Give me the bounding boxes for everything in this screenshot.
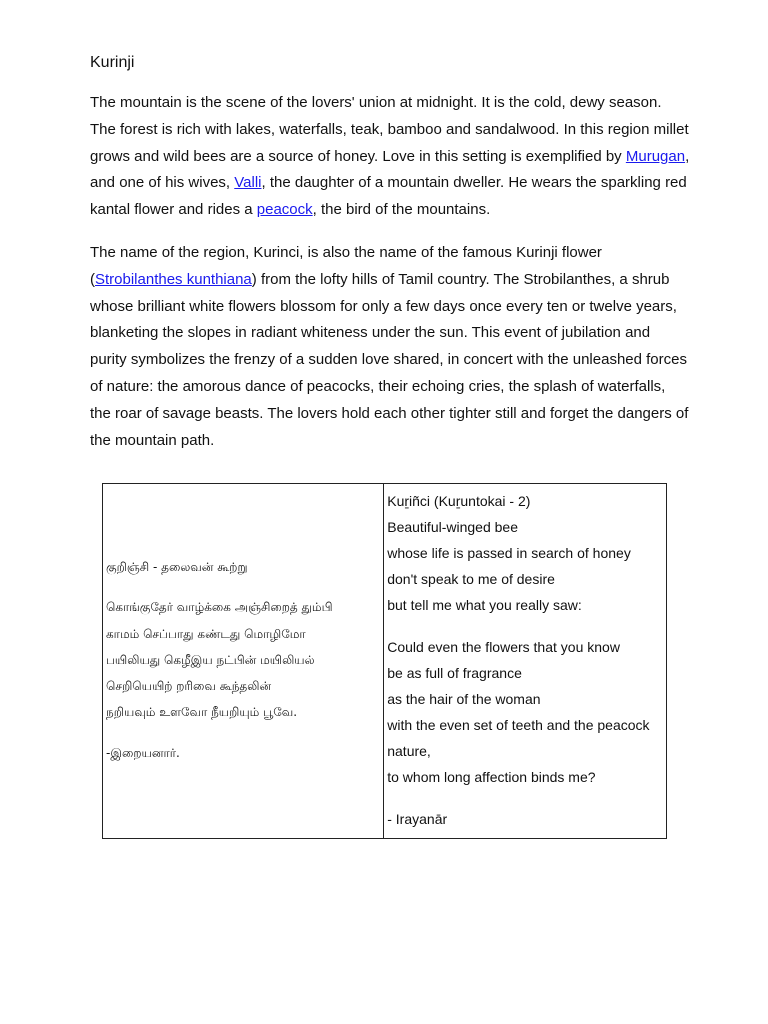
tamil-line-5: நறியவும் உளவோ நீயறியும் பூவே. [106, 705, 298, 720]
tamil-line-2: காமம் செப்பாது கண்டது மொழிமோ [106, 626, 306, 641]
english-poem-heading: Kuṟiñci (Kuṟuntokai - 2) [387, 493, 531, 509]
para2-text-2: ) from the lofty hills of Tamil country. The Strobilanthes, a shrub whose brilliant white flowers blossom for only a few days once every ten or twelve years, blanketing the slopes in radiant whiteness under the sun. This event of jubilation and purity symbolizes the frenzy of a sudden love shared, in concert with the unleashed forces of nature: the amorous dance of peacocks, their echoing cries, the splash of waterfalls, the roar of savage beasts. The lovers hold each other tighter still and forget the dangers of the mountain path. [90, 270, 689, 449]
para1-text-3: , the daughter of a mountain dweller. He wears the sparkling red kantal flower and rides a [90, 174, 687, 219]
tamil-poem-heading: குறிஞ்சி - தலைவன் கூற்று [106, 560, 248, 574]
tamil-line-1: கொங்குதேர் வாழ்க்கை அஞ்சிறைத் தும்பி [106, 600, 333, 615]
para1-text-1: The mountain is the scene of the lovers' union at midnight. It is the cold, dewy season. The forest is rich with lakes, waterfalls, teak, bamboo and sandalwood. In this region millet grows and wild bees are a source of honey. Love in this setting is exemplified by [90, 94, 689, 165]
link-strobilanthes[interactable]: Strobilanthes kunthiana [95, 270, 252, 288]
para1-text-4: , the bird of the mountains. [312, 201, 491, 219]
paragraph-kurinji-flower [90, 240, 690, 454]
link-murugan[interactable]: Murugan [625, 147, 686, 165]
link-valli[interactable]: Valli [234, 174, 262, 192]
para2-text-1: The name of the region, Kurinci, is also the name of the famous Kurinji flower ( [90, 243, 602, 288]
english-line-9: nature, [387, 743, 431, 759]
poem-table [102, 483, 667, 839]
english-line-3: don't speak to me of desire [387, 571, 555, 587]
link-peacock[interactable]: peacock [256, 201, 313, 219]
english-poem-author: - Irayanār [387, 811, 448, 827]
document-body [90, 52, 690, 470]
english-poem-cell [384, 484, 667, 839]
english-line-8: with the even set of teeth and the peacock [387, 717, 650, 733]
english-line-4: but tell me what you really saw: [387, 597, 582, 613]
english-line-10: to whom long affection binds me? [387, 769, 596, 785]
tamil-line-3: பயிலியது கெழீஇய நட்பின் மயிலியல் [106, 652, 315, 667]
para1-text-2: , and one of his wives, [90, 147, 690, 192]
tamil-line-4: செறியெயிற் றரிவை கூந்தலின் [106, 679, 272, 694]
english-line-6: be as full of fragrance [387, 665, 522, 681]
english-line-5: Could even the flowers that you know [387, 639, 620, 655]
paragraph-region-description [90, 90, 690, 224]
english-line-1: Beautiful-winged bee [387, 519, 518, 535]
english-line-7: as the hair of the woman [387, 691, 541, 707]
tamil-poem-author: -இறையனார். [106, 745, 180, 760]
tamil-poem-cell [103, 484, 384, 839]
section-title: Kurinji [90, 54, 135, 71]
english-line-2: whose life is passed in search of honey [387, 545, 631, 561]
